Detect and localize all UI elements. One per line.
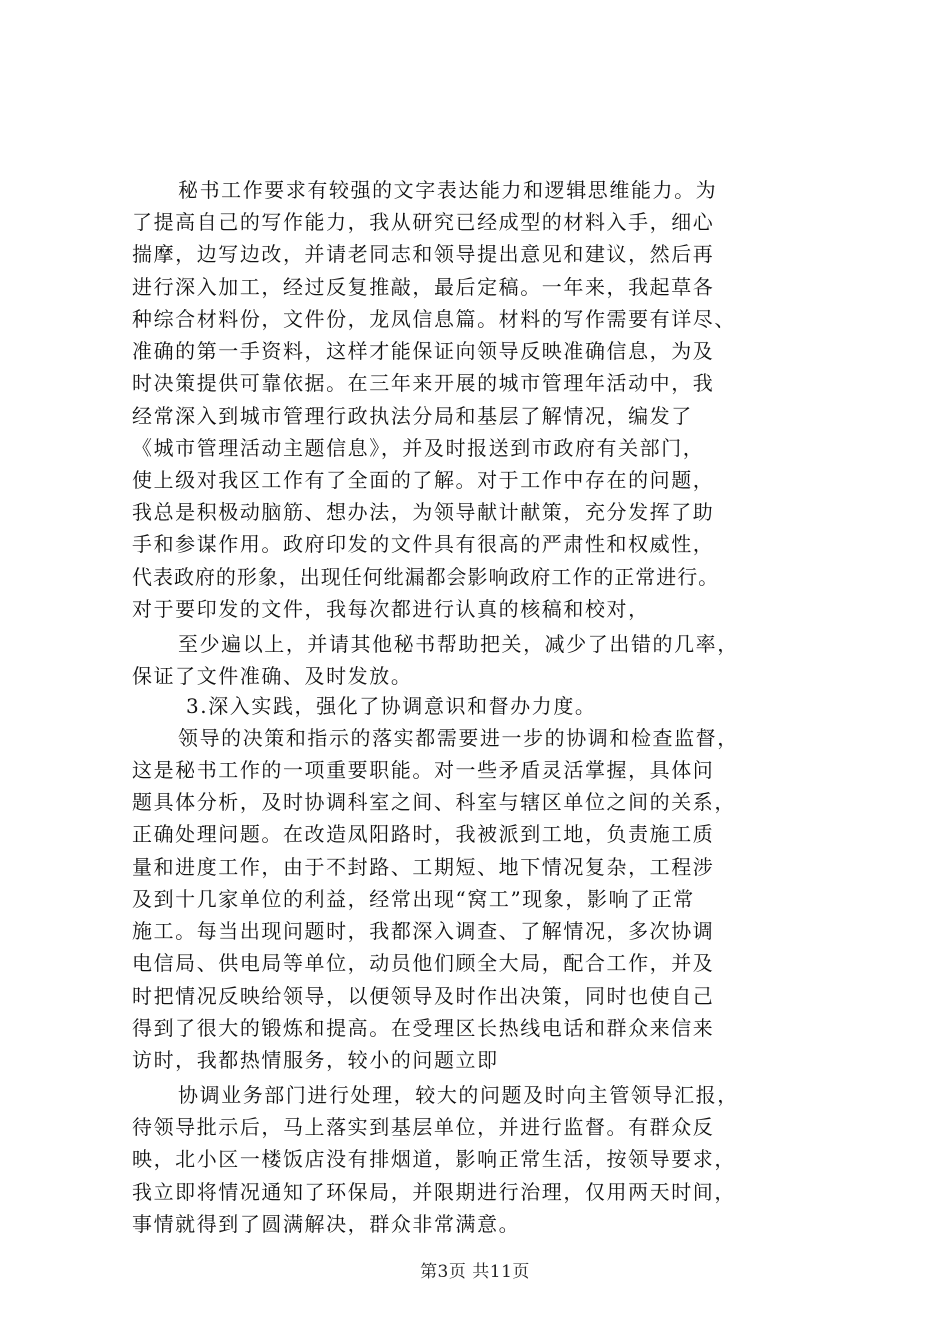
paragraph-line: 访时，我都热情服务，较小的问题立即	[132, 1048, 499, 1072]
paragraph-line: 至少遍以上，并请其他秘书帮助把关，减少了出错的几率，	[178, 632, 739, 656]
paragraph-line: 准确的第一手资料，这样才能保证向领导反映准确信息，为及	[132, 339, 715, 363]
paragraph-line: 电信局、供电局等单位，动员他们顾全大局，配合工作，并及	[132, 951, 715, 975]
paragraph-line: 及到十几家单位的利益，经常出现“窝工”现象，影响了正常	[132, 887, 695, 911]
paragraph-line: 我立即将情况通知了环保局，并限期进行治理，仅用两天时间，	[132, 1180, 736, 1204]
page-number: 第3页 共11页	[420, 1262, 530, 1282]
paragraph-line: 进行深入加工，经过反复推敲，最后定稿。一年来，我起草各	[132, 275, 715, 299]
paragraph-line: 种综合材料份，文件份，龙凤信息篇。材料的写作需要有详尽、	[132, 307, 736, 331]
paragraph-line: 映，北小区一楼饭店没有排烟道，影响正常生活，按领导要求，	[132, 1147, 736, 1171]
paragraph-line: 秘书工作要求有较强的文字表达能力和逻辑思维能力。为	[178, 178, 718, 202]
paragraph-line: 代表政府的形象，出现任何纰漏都会影响政府工作的正常进行。	[132, 565, 720, 589]
paragraph-line: 时把情况反映给领导，以便领导及时作出决策，同时也使自己	[132, 984, 715, 1008]
paragraph-line: 得到了很大的锻炼和提高。在受理区长热线电话和群众来信来	[132, 1016, 715, 1040]
paragraph-line: 保证了文件准确、及时发放。	[132, 664, 413, 688]
paragraph-line: 揣摩，边写边改，并请老同志和领导提出意见和建议，然后再	[132, 242, 715, 266]
section-heading: 3.深入实践，强化了协调意识和督办力度。	[186, 694, 597, 718]
paragraph-line: 经常深入到城市管理行政执法分局和基层了解情况，编发了	[132, 404, 693, 428]
paragraph-line: 待领导批示后，马上落实到基层单位，并进行监督。有群众反	[132, 1115, 715, 1139]
paragraph-line: 施工。每当出现问题时，我都深入调查、了解情况，多次协调	[132, 919, 715, 943]
paragraph-line: 使上级对我区工作有了全面的了解。对于工作中存在的问题，	[132, 468, 715, 492]
paragraph-line: 协调业务部门进行处理，较大的问题及时向主管领导汇报，	[178, 1083, 739, 1107]
paragraph-line: 事情就得到了圆满解决，群众非常满意。	[132, 1212, 521, 1236]
paragraph-line: 这是秘书工作的一项重要职能。对一些矛盾灵活掌握，具体问	[132, 758, 715, 782]
paragraph-line: 《城市管理活动主题信息》，并及时报送到市政府有关部门，	[132, 436, 705, 460]
paragraph-line: 领导的决策和指示的落实都需要进一步的协调和检查监督，	[178, 726, 739, 750]
paragraph-line: 对于要印发的文件，我每次都进行认真的核稿和校对，	[132, 597, 650, 621]
paragraph-line: 正确处理问题。在改造凤阳路时，我被派到工地，负责施工质	[132, 822, 715, 846]
paragraph-line: 题具体分析，及时协调科室之间、科室与辖区单位之间的关系，	[132, 790, 736, 814]
paragraph-line: 我总是积极动脑筋、想办法，为领导献计献策，充分发挥了助	[132, 500, 715, 524]
paragraph-line: 量和进度工作，由于不封路、工期短、地下情况复杂，工程涉	[132, 855, 715, 879]
paragraph-line: 时决策提供可靠依据。在三年来开展的城市管理年活动中，我	[132, 371, 715, 395]
paragraph-line: 了提高自己的写作能力，我从研究已经成型的材料入手，细心	[132, 210, 715, 234]
paragraph-line: 手和参谋作用。政府印发的文件具有很高的严肃性和权威性，	[132, 532, 715, 556]
